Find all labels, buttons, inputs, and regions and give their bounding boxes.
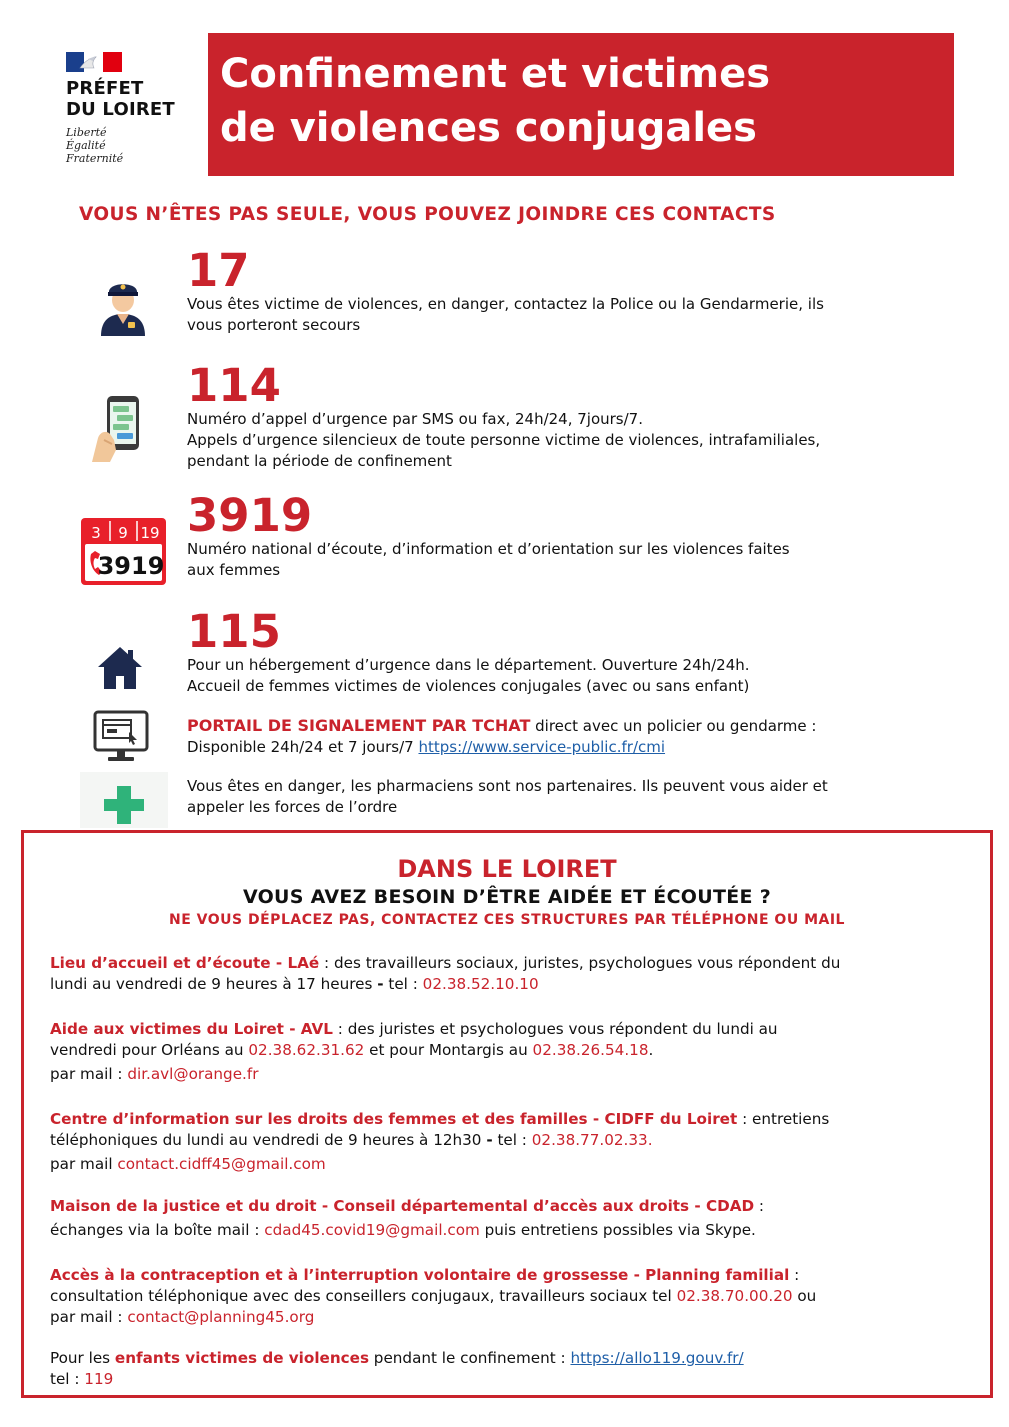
house-icon	[97, 645, 143, 691]
contact-number[interactable]: 3919	[187, 489, 313, 542]
section-subtitle: VOUS N’ÊTES PAS SEULE, VOUS POUVEZ JOINDRE CES CONTACTS	[79, 204, 776, 225]
org-name: Centre d’information sur les droits des femmes et des familles - CIDFF du Loiret	[50, 1110, 738, 1128]
org-text: Pour les	[50, 1349, 115, 1367]
phone-number[interactable]: 02.38.52.10.10	[422, 975, 539, 993]
marianne-flag-icon	[66, 52, 122, 72]
org-name: Aide aux victimes du Loiret - AVL	[50, 1020, 333, 1038]
org-cidff	[50, 1109, 970, 1175]
org-text: tel :	[383, 975, 423, 993]
org-text: : des juristes et psychologues vous répondent du lundi au	[332, 1020, 778, 1038]
org-name: Lieu d’accueil et d’écoute - LAé	[50, 954, 320, 972]
org-text: pendant le confinement :	[368, 1349, 571, 1367]
org-text: : entretiens	[737, 1110, 830, 1128]
contact-3919	[187, 489, 790, 581]
prefet-logo	[66, 52, 196, 165]
org-text: ou	[792, 1287, 817, 1305]
org-name: Accès à la contraception et à l’interruption volontaire de grossesse - Planning familial	[50, 1266, 790, 1284]
pharmacy-line: appeler les forces de l’ordre	[187, 798, 398, 816]
loiret-title: DANS LE LOIRET	[397, 855, 617, 883]
org-text: vendredi pour Orléans au	[50, 1041, 249, 1059]
email-address[interactable]: dir.avl@orange.fr	[127, 1065, 259, 1083]
loiret-tagline: NE VOUS DÉPLACEZ PAS, CONTACTEZ CES STRUCTURES PAR TÉLÉPHONE OU MAIL	[169, 912, 845, 928]
org-text: échanges via la boîte mail :	[50, 1221, 265, 1239]
loiret-subtitle: VOUS AVEZ BESOIN D’ÊTRE AIDÉE ET ÉCOUTÉE ?	[242, 886, 772, 908]
contact-description	[187, 294, 824, 336]
pharmacy-line: Vous êtes en danger, les pharmaciens sont nos partenaires. Ils peuvent vous aider et	[187, 777, 828, 795]
org-text: .	[648, 1041, 654, 1059]
3919-logo-icon	[80, 517, 167, 586]
banner-title-line1: Confinement et victimes	[220, 51, 771, 97]
org-text: :	[754, 1197, 765, 1215]
motto-liberte: Liberté	[66, 126, 107, 139]
org-text: et pour Montargis au	[364, 1041, 533, 1059]
tchat-portal-title: PORTAIL DE SIGNALEMENT PAR TCHAT	[187, 716, 531, 735]
phone-number[interactable]: 02.38.26.54.18	[532, 1041, 649, 1059]
org-text: téléphoniques du lundi au vendredi de 9 heures à 12h30	[50, 1131, 487, 1149]
email-address[interactable]: cdad45.covid19@gmail.com	[264, 1221, 480, 1239]
org-lae	[50, 953, 970, 995]
contact-114	[187, 359, 821, 472]
description-line: Accueil de femmes victimes de violences conjugales (avec ou sans enfant)	[187, 677, 750, 695]
phone-number[interactable]: 119	[84, 1370, 114, 1388]
contact-number[interactable]: 114	[187, 359, 281, 412]
email-address[interactable]: contact@planning45.org	[127, 1308, 315, 1326]
contact-115	[187, 605, 750, 697]
icon-digit: 3	[91, 524, 101, 542]
description-line: vous porteront secours	[187, 316, 361, 334]
allo119-link[interactable]: https://allo119.gouv.fr/	[570, 1349, 744, 1367]
title-banner	[208, 33, 954, 176]
logo-title-line2: DU LOIRET	[66, 99, 175, 120]
motto-fraternite: Fraternité	[66, 152, 124, 165]
description-line: Appels d’urgence silencieux de toute personne victime de violences, intrafamiliales,	[187, 431, 821, 449]
org-dash: -	[377, 975, 384, 993]
contact-description	[187, 539, 790, 581]
mail-label: par mail	[50, 1155, 118, 1173]
org-text: consultation téléphonique avec des conseillers conjugaux, travailleurs sociaux tel	[50, 1287, 677, 1305]
icon-digit: 9	[118, 524, 128, 542]
logo-title	[66, 78, 196, 120]
org-name: Maison de la justice et du droit - Conseil départemental d’accès aux droits - CDAD	[50, 1197, 755, 1215]
org-text: tel :	[492, 1131, 532, 1149]
org-avl	[50, 1019, 970, 1085]
org-text: par mail :	[50, 1308, 128, 1326]
org-cdad	[50, 1196, 970, 1241]
police-officer-icon	[98, 278, 148, 336]
description-line: Numéro d’appel d’urgence par SMS ou fax, 24h/24, 7jours/7.	[187, 410, 643, 428]
description-line: pendant la période de confinement	[187, 452, 452, 470]
email-address[interactable]: contact.cidff45@gmail.com	[117, 1155, 326, 1173]
phone-sms-icon	[90, 394, 146, 462]
mail-label: par mail :	[50, 1065, 128, 1083]
pharmacy-block	[187, 776, 828, 818]
org-text: lundi au vendredi de 9 heures à 17 heures	[50, 975, 378, 993]
org-text: puis entretiens possibles via Skype.	[479, 1221, 756, 1239]
contact-number[interactable]: 17	[187, 244, 250, 297]
tel-label: tel :	[50, 1370, 85, 1388]
description-line: Pour un hébergement d’urgence dans le département. Ouverture 24h/24h.	[187, 656, 750, 674]
children-block	[50, 1348, 970, 1390]
description-line: Vous êtes victime de violences, en danger, contactez la Police ou la Gendarmerie, ils	[187, 295, 824, 313]
icon-label: 3919	[97, 552, 165, 580]
description-line: Numéro national d’écoute, d’information et d’orientation sur les violences faites	[187, 540, 790, 558]
motto-egalite: Égalité	[66, 139, 106, 152]
phone-number[interactable]: 02.38.77.02.33.	[531, 1131, 653, 1149]
org-text: :	[789, 1266, 800, 1284]
icon-digit: 19	[140, 524, 160, 542]
contact-17	[187, 244, 824, 336]
contact-number[interactable]: 115	[187, 605, 281, 658]
tchat-availability: Disponible 24h/24 et 7 jours/7	[187, 738, 419, 756]
republic-motto	[66, 126, 196, 165]
logo-title-line1: PRÉFET	[66, 78, 144, 99]
contact-description	[187, 409, 820, 472]
service-public-link[interactable]: https://www.service-public.fr/cmi	[418, 738, 666, 756]
loiret-contacts-box	[21, 830, 993, 1398]
children-highlight: enfants victimes de violences	[114, 1349, 369, 1367]
tchat-text: direct avec un policier ou gendarme :	[530, 717, 817, 735]
org-text: : des travailleurs sociaux, juristes, psychologues vous répondent du	[319, 954, 841, 972]
description-line: aux femmes	[187, 561, 281, 579]
tchat-portal-block	[187, 715, 816, 758]
computer-chat-icon	[93, 710, 149, 764]
phone-number[interactable]: 02.38.62.31.62	[248, 1041, 365, 1059]
org-dash: -	[486, 1131, 493, 1149]
banner-title-line2: de violences conjugales	[220, 105, 757, 151]
phone-number[interactable]: 02.38.70.00.20	[676, 1287, 793, 1305]
org-planning-familial	[50, 1265, 970, 1328]
pharmacy-cross-icon	[80, 772, 168, 828]
contact-description	[187, 655, 750, 697]
